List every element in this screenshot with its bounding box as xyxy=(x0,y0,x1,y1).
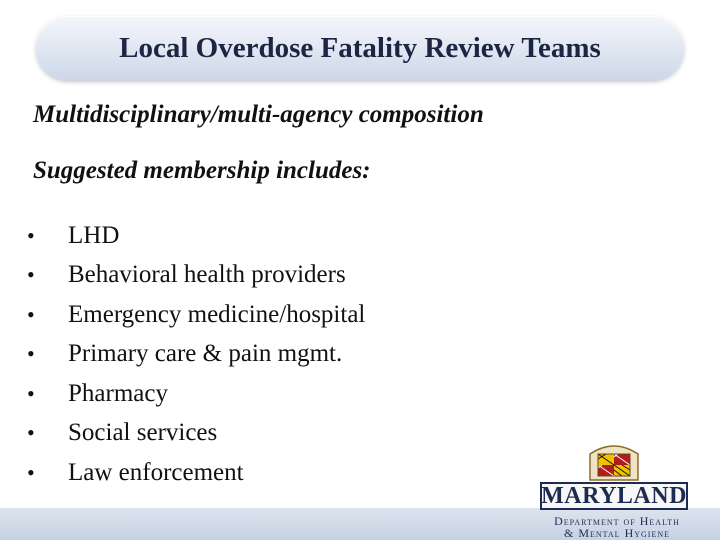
subheading-membership: Suggested membership includes: xyxy=(33,157,371,184)
list-item xyxy=(27,256,365,296)
bullet-icon: • xyxy=(27,301,35,327)
maryland-dhmh-logo xyxy=(534,440,694,540)
logo-subtitle-line1: Department of Health xyxy=(554,514,680,528)
list-item xyxy=(27,414,365,454)
logo-subtitle-line2: & Mental Hygiene xyxy=(563,526,670,540)
bullet-icon: • xyxy=(27,459,35,485)
bullet-icon: • xyxy=(27,262,35,288)
list-item-label: Pharmacy xyxy=(68,379,168,407)
bullet-icon: • xyxy=(27,341,35,367)
maryland-seal-icon xyxy=(584,440,644,482)
list-item-label: LHD xyxy=(68,221,120,249)
title-banner xyxy=(36,16,684,80)
list-item-label: Social services xyxy=(68,419,218,447)
bullet-icon: • xyxy=(27,420,35,446)
list-item xyxy=(27,335,365,375)
slide-title: Local Overdose Fatality Review Teams xyxy=(119,31,601,64)
list-item-label: Behavioral health providers xyxy=(68,261,346,289)
logo-wordmark: MARYLAND xyxy=(541,482,687,509)
list-item-label: Emergency medicine/hospital xyxy=(68,300,366,328)
list-item xyxy=(27,295,365,335)
subheading-composition: Multidisciplinary/multi-agency composition xyxy=(33,101,484,128)
list-item-label: Primary care & pain mgmt. xyxy=(68,340,343,368)
list-item xyxy=(27,216,365,256)
list-item xyxy=(27,374,365,414)
list-item-label: Law enforcement xyxy=(68,458,244,486)
membership-list xyxy=(27,216,365,493)
list-item xyxy=(27,453,365,493)
bullet-icon: • xyxy=(27,380,35,406)
bullet-icon: • xyxy=(27,222,35,248)
